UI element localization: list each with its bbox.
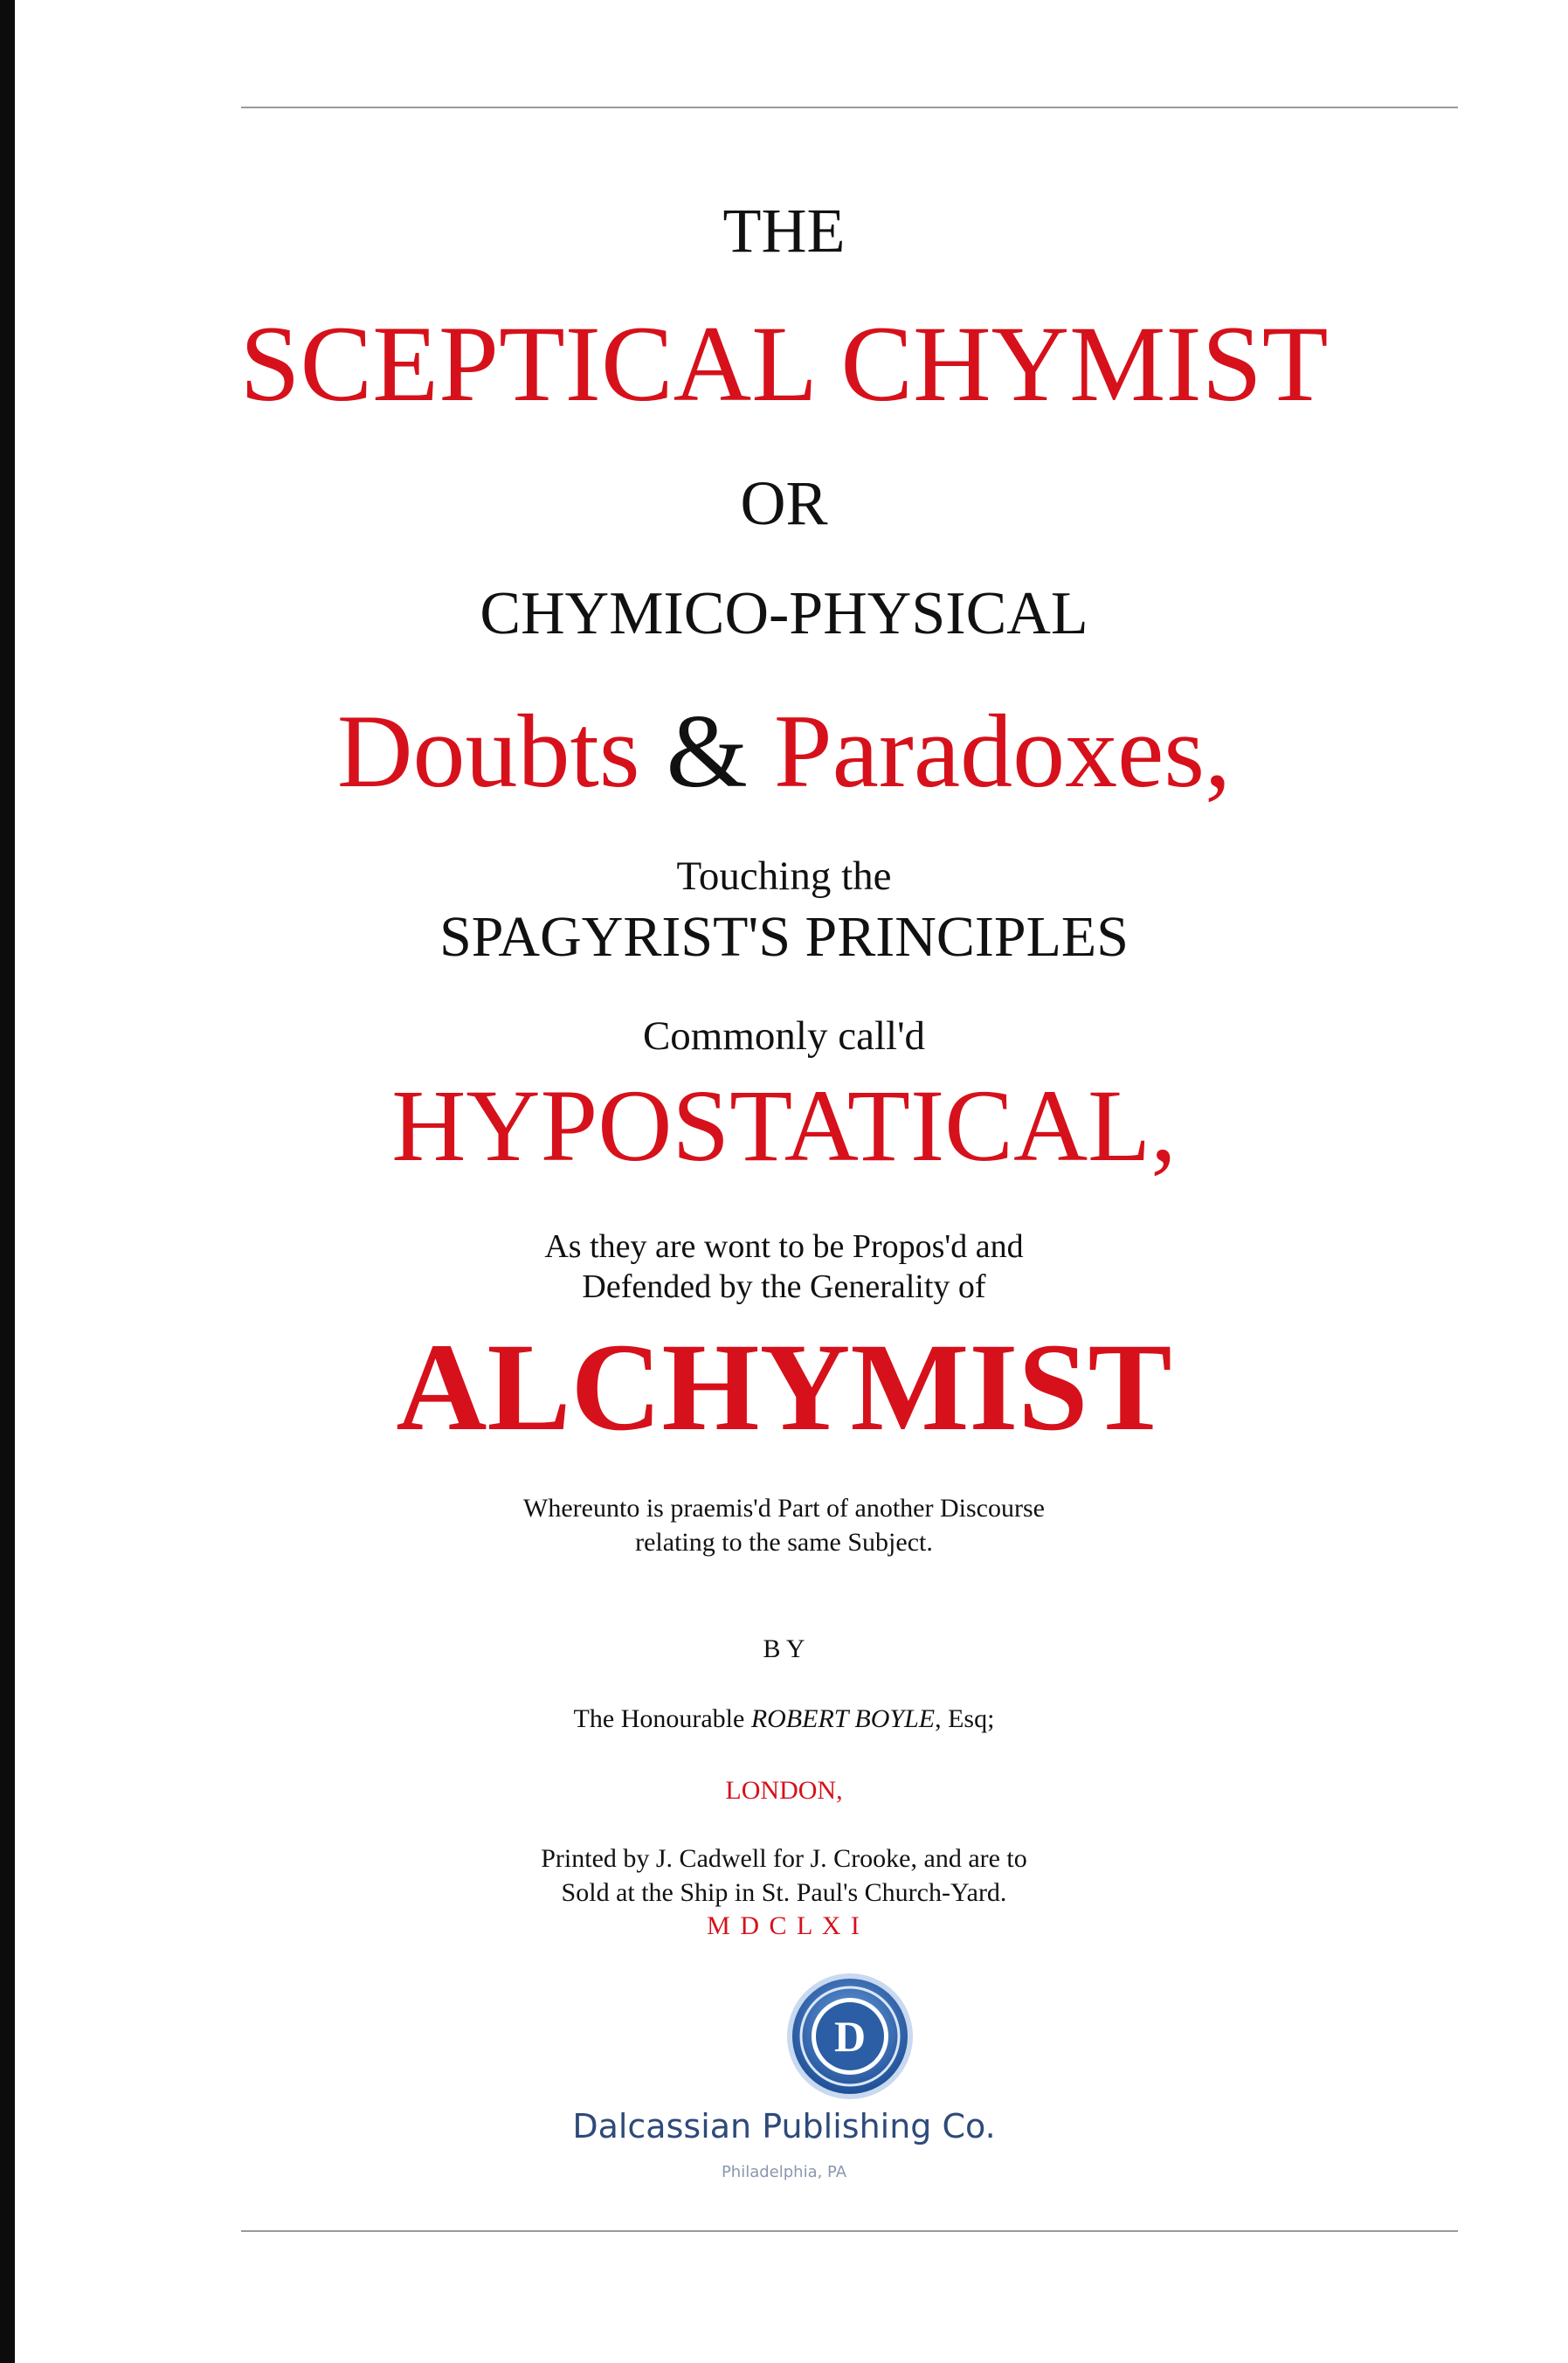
alchymist-line: ALCHYMIST xyxy=(396,1318,1172,1457)
whereunto-line: Whereunto is praemis'd Part of another Discourse xyxy=(523,1494,1045,1523)
doubts-paradoxes-line xyxy=(0,693,1568,809)
doubts-word: Doubts xyxy=(336,693,640,809)
london-line: LONDON, xyxy=(725,1776,843,1805)
printed-line-1: Printed by J. Cadwell for J. Crooke, and are to xyxy=(541,1844,1027,1873)
author-suffix: , Esq; xyxy=(935,1704,995,1733)
title-the: THE xyxy=(722,196,846,266)
ampersand: & xyxy=(666,693,748,809)
dalcassian-seal-icon xyxy=(784,1971,915,2102)
bottom-rule xyxy=(241,2230,1458,2232)
top-rule xyxy=(241,107,1458,108)
paradoxes-word: Paradoxes, xyxy=(773,693,1232,809)
author-line xyxy=(0,1706,1568,1732)
title-main: SCEPTICAL CHYMIST xyxy=(239,304,1329,424)
printed-line-2: Sold at the Ship in St. Paul's Church-Yard. xyxy=(561,1878,1007,1907)
as-they-line: As they are wont to be Propos'd and xyxy=(544,1228,1024,1265)
year-line: M D C L X I xyxy=(707,1911,861,1940)
subtitle-chymico-physical: CHYMICO-PHYSICAL xyxy=(480,580,1088,647)
hypostatical-line: HYPOSTATICAL, xyxy=(391,1068,1177,1183)
commonly-line: Commonly call'd xyxy=(642,1013,926,1059)
principles-line: SPAGYRIST'S PRINCIPLES xyxy=(439,905,1129,969)
relating-line: relating to the same Subject. xyxy=(635,1528,933,1557)
title-or: OR xyxy=(740,468,828,538)
publisher-name: Dalcassian Publishing Co. xyxy=(572,2107,996,2145)
seal-letter: D xyxy=(833,2012,867,2061)
defended-line: Defended by the Generality of xyxy=(582,1268,986,1305)
author-name: ROBERT BOYLE xyxy=(750,1704,936,1733)
publisher-place: Philadelphia, PA xyxy=(721,2163,847,2181)
touching-line: Touching the xyxy=(676,853,892,899)
by-line: B Y xyxy=(763,1634,805,1663)
author-prefix: The Honourable xyxy=(573,1704,751,1733)
